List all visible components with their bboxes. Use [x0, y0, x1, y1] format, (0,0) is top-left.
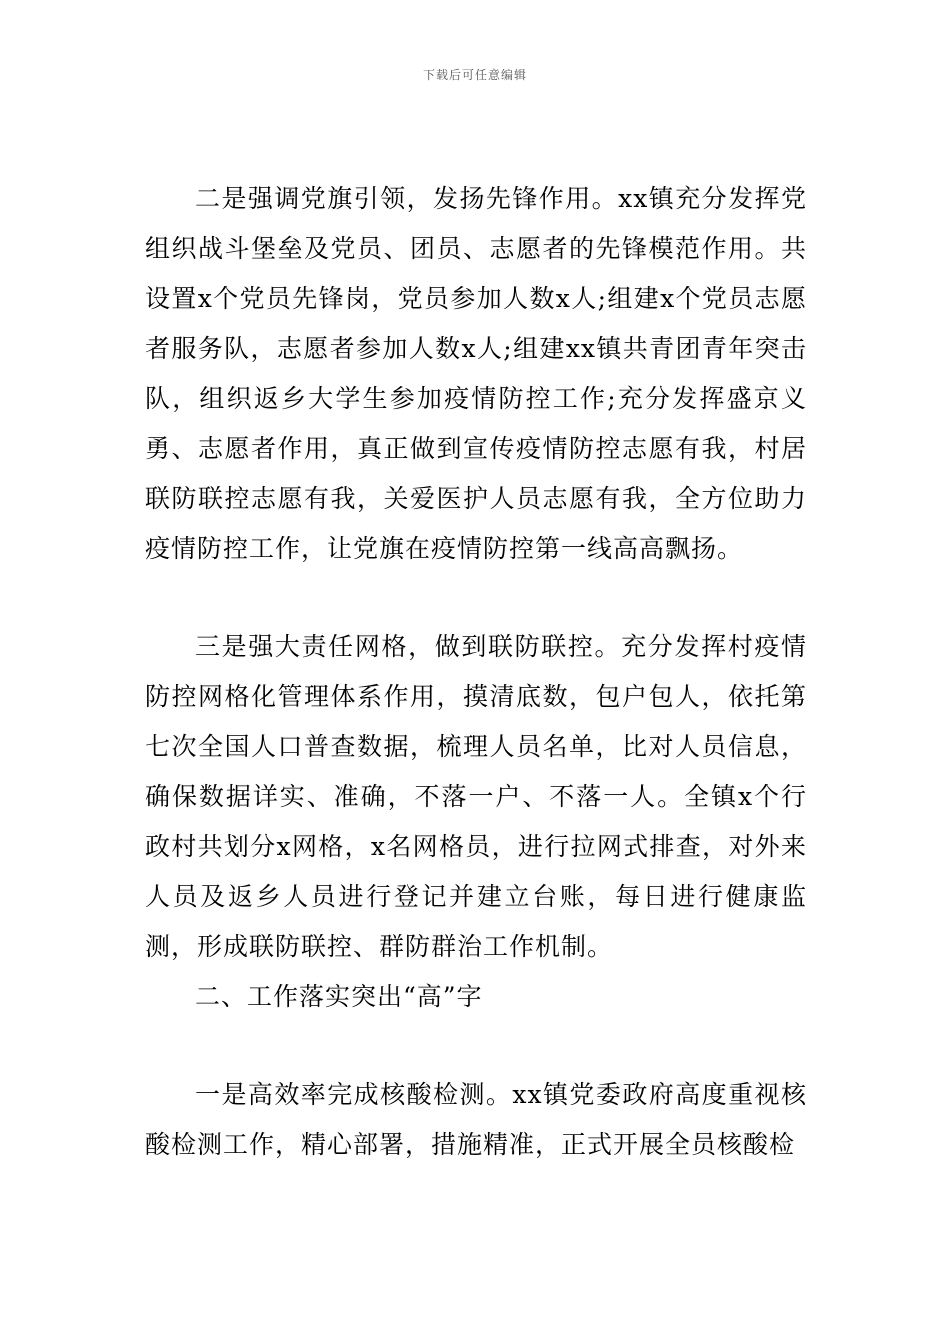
document-body: [145, 174, 807, 1170]
section-heading: 二、工作落实突出“高”字: [195, 982, 483, 1011]
paragraph-nucleic-testing: 一是高效率完成核酸检测。xx镇党委政府高度重视核酸检测工作，精心部署，措施精准，正式开展全员核酸检: [145, 1080, 807, 1159]
paragraph-grid-responsibility: 三是强大责任网格，做到联防联控。充分发挥村疫情防控网格化管理体系作用，摸清底数，包户包人，依托第七次全国人口普查数据，梳理人员名单，比对人员信息，确保数据详实、准确，不落一户、不落一人。全镇x个行政村共划分x网格，x名网格员，进行拉网式排查，对外来人员及返乡人员进行登记并建立台账，每日进行健康监测，形成联防联控、群防群治工作机制。: [145, 632, 807, 961]
paragraph-party-flag: 二是强调党旗引领，发扬先锋作用。xx镇充分发挥党组织战斗堡垒及党员、团员、志愿者的先锋模范作用。共设置x个党员先锋岗，党员参加人数x人;组建x个党员志愿者服务队，志愿者参加人数x人;组建xx镇共青团青年突击队，组织返乡大学生参加疫情防控工作;充分发挥盛京义勇、志愿者作用，真正做到宣传疫情防控志愿有我，村居联防联控志愿有我，关爱医护人员志愿有我，全方位助力疫情防控工作，让党旗在疫情防控第一线高高飘扬。: [145, 184, 807, 563]
page-header-note: 下载后可任意编辑: [422, 68, 527, 82]
